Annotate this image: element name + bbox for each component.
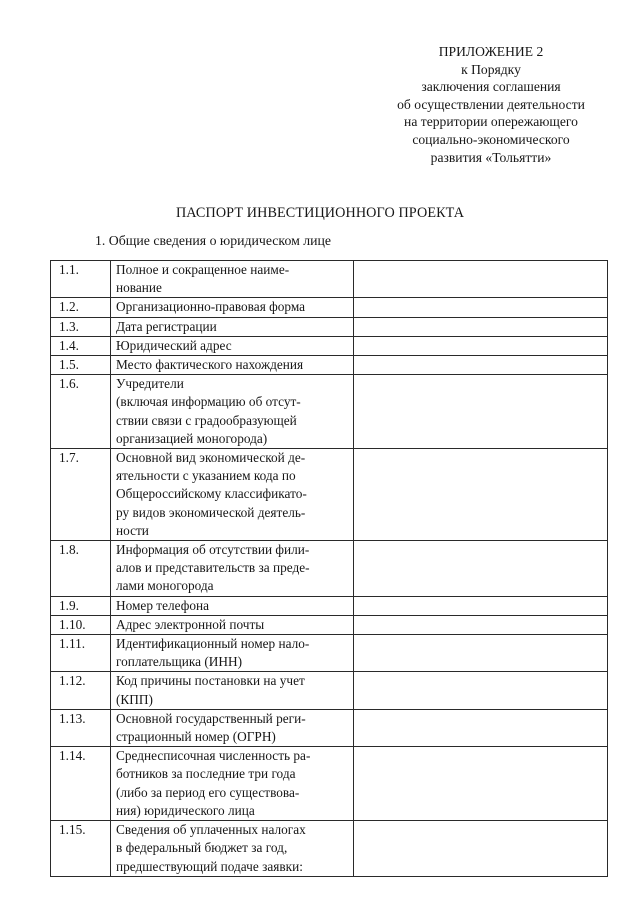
row-value-cell[interactable] [354,449,608,541]
appendix-line: развития «Тольятти» [430,149,552,165]
passport-table-body [51,261,608,877]
table-row [51,615,608,634]
row-value-cell[interactable] [354,261,608,298]
row-value-cell[interactable] [354,317,608,336]
row-label: Номер телефона [111,596,354,615]
row-number: 1.5. [51,356,111,375]
row-value-cell[interactable] [354,375,608,449]
row-value-cell[interactable] [354,356,608,375]
row-number: 1.2. [51,298,111,317]
row-value-cell[interactable] [354,747,608,821]
row-label: Полное и сокращенное наиме- нование [111,261,354,298]
row-label: Информация об отсутствии фили- алов и представительств за преде- лами моногорода [111,541,354,597]
row-label: Дата регистрации [111,317,354,336]
row-label: Основной государственный реги- страционный номер (ОГРН) [111,709,354,746]
row-number: 1.7. [51,449,111,541]
row-value-cell[interactable] [354,596,608,615]
table-row [51,821,608,877]
row-value-cell[interactable] [354,709,608,746]
table-row [51,298,608,317]
row-number: 1.6. [51,375,111,449]
table-row [51,596,608,615]
row-number: 1.9. [51,596,111,615]
row-label: Сведения об уплаченных налогах в федеральный бюджет за год, предшествующий подаче заявки: [111,821,354,877]
appendix-line: социально-экономического [412,131,570,147]
row-label: Идентификационный номер нало- гоплательщика (ИНН) [111,635,354,672]
table-row [51,709,608,746]
row-number: 1.12. [51,672,111,709]
row-number: 1.1. [51,261,111,298]
row-value-cell[interactable] [354,541,608,597]
table-row [51,747,608,821]
row-label: Адрес электронной почты [111,615,354,634]
row-number: 1.11. [51,635,111,672]
row-number: 1.8. [51,541,111,597]
row-label: Юридический адрес [111,336,354,355]
row-label: Учредители (включая информацию об отсут- ствии связи с градообразующей организацией моногорода) [111,375,354,449]
appendix-line: на территории опережающего [404,114,578,130]
row-value-cell[interactable] [354,298,608,317]
row-number: 1.3. [51,317,111,336]
section-heading: 1. Общие сведения о юридическом лице [95,233,332,248]
row-label: Код причины постановки на учет (КПП) [111,672,354,709]
table-row [51,635,608,672]
table-row [51,672,608,709]
appendix-line: заключения соглашения [421,79,561,95]
row-number: 1.13. [51,709,111,746]
table-row [51,336,608,355]
row-number: 1.15. [51,821,111,877]
row-number: 1.10. [51,615,111,634]
row-label: Основной вид экономической де- ятельности с указанием кода по Общероссийскому классификато- ру видов экономической деятель- ности [111,449,354,541]
row-number: 1.14. [51,747,111,821]
table-row [51,261,608,298]
table-row [51,317,608,336]
row-label: Среднесписочная численность ра- ботников за последние три года (либо за период его существова- ния) юридического лица [111,747,354,821]
row-value-cell[interactable] [354,615,608,634]
table-row [51,541,608,597]
appendix-line: к Порядку [461,61,521,77]
row-label: Место фактического нахождения [111,356,354,375]
row-value-cell[interactable] [354,672,608,709]
appendix-line: об осуществлении деятельности [397,96,585,112]
table-row [51,375,608,449]
table-row [51,356,608,375]
table-row [51,449,608,541]
row-value-cell[interactable] [354,336,608,355]
passport-table [50,260,608,877]
appendix-header [376,43,606,166]
row-label: Организационно-правовая форма [111,298,354,317]
appendix-line: ПРИЛОЖЕНИЕ 2 [438,44,544,59]
row-value-cell[interactable] [354,635,608,672]
document-title: ПАСПОРТ ИНВЕСТИЦИОННОГО ПРОЕКТА [175,205,465,221]
row-value-cell[interactable] [354,821,608,877]
row-number: 1.4. [51,336,111,355]
